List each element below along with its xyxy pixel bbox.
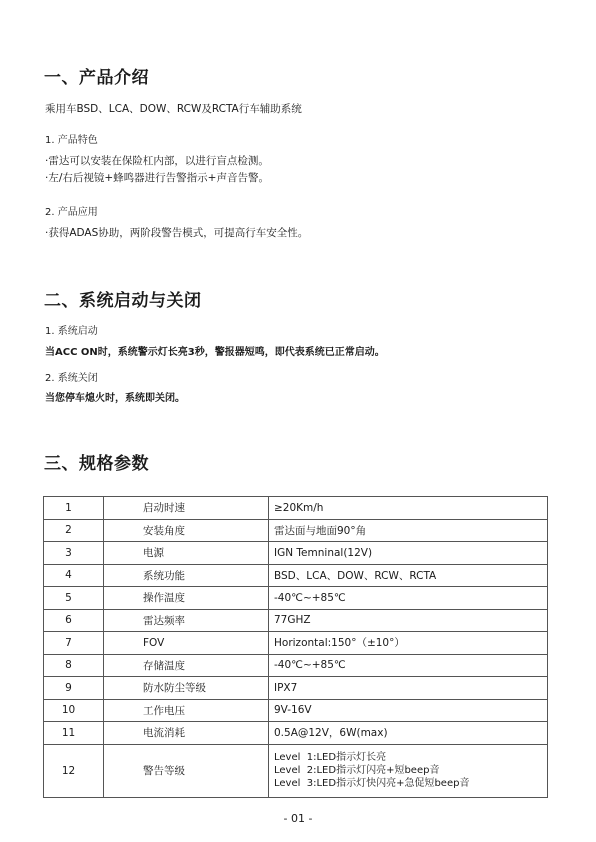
param-name: 警告等级 xyxy=(104,744,269,797)
param-value: ≥20Km/h xyxy=(269,497,548,520)
param-name: 电流消耗 xyxy=(104,722,269,745)
param-value: 9V-16V xyxy=(269,699,548,722)
row-number: 8 xyxy=(44,654,104,677)
table-row xyxy=(44,677,548,700)
param-name: 系统功能 xyxy=(104,564,269,587)
param-value: IGN Temninal(12V) xyxy=(269,542,548,565)
row-number: 2 xyxy=(44,519,104,542)
param-name: 工作电压 xyxy=(104,699,269,722)
table-row xyxy=(44,519,548,542)
close-heading: 2. 系统关闭 xyxy=(45,373,98,384)
row-number: 9 xyxy=(44,677,104,700)
table-row xyxy=(44,722,548,745)
section-title-start-stop: 二、系统启动与关闭 xyxy=(44,291,202,311)
row-number: 10 xyxy=(44,699,104,722)
table-row xyxy=(44,497,548,520)
row-number: 11 xyxy=(44,722,104,745)
param-name: 电源 xyxy=(104,542,269,565)
row-number: 7 xyxy=(44,632,104,655)
param-value: 雷达面与地面90°角 xyxy=(269,519,548,542)
table-row xyxy=(44,632,548,655)
param-name: 雷达频率 xyxy=(104,609,269,632)
param-value: 77GHZ xyxy=(269,609,548,632)
application-item: ·获得ADAS协助，两阶段警告模式，可提高行车安全性。 xyxy=(45,227,309,239)
application-heading: 2. 产品应用 xyxy=(45,207,98,218)
param-value: Horizontal:150°（±10°） xyxy=(269,632,548,655)
page-number: - 01 - xyxy=(283,812,313,825)
row-number: 3 xyxy=(44,542,104,565)
param-name: FOV xyxy=(104,632,269,655)
start-heading: 1. 系统启动 xyxy=(45,326,98,337)
param-name: 存储温度 xyxy=(104,654,269,677)
section-title-specifications: 三、规格参数 xyxy=(44,454,149,474)
param-value: -40℃~+85℃ xyxy=(269,654,548,677)
row-number: 4 xyxy=(44,564,104,587)
feature-item: ·左/右后视镜+蜂鸣器进行告警指示+声音告警。 xyxy=(45,172,269,184)
param-name: 操作温度 xyxy=(104,587,269,610)
row-number: 1 xyxy=(44,497,104,520)
features-heading: 1. 产品特色 xyxy=(45,135,98,146)
row-number: 12 xyxy=(44,744,104,797)
param-value-levels xyxy=(269,744,548,797)
table-row xyxy=(44,744,548,797)
row-number: 6 xyxy=(44,609,104,632)
param-value: 0.5A@12V，6W(max) xyxy=(269,722,548,745)
table-row xyxy=(44,587,548,610)
warning-level: Level 1:LED指示灯长亮 xyxy=(274,752,387,763)
start-text: 当ACC ON时，系统警示灯长亮3秒，警报器短鸣，即代表系统已正常启动。 xyxy=(45,347,385,358)
row-number: 5 xyxy=(44,587,104,610)
spec-table xyxy=(43,496,548,798)
table-row xyxy=(44,699,548,722)
param-value: BSD、LCA、DOW、RCW、RCTA xyxy=(269,564,548,587)
section-title-product-intro: 一、产品介绍 xyxy=(44,68,149,88)
param-value: IPX7 xyxy=(269,677,548,700)
table-row xyxy=(44,542,548,565)
table-row xyxy=(44,654,548,677)
param-name: 启动时速 xyxy=(104,497,269,520)
param-name: 防水防尘等级 xyxy=(104,677,269,700)
close-text: 当您停车熄火时，系统即关闭。 xyxy=(45,393,185,404)
warning-level: Level 3:LED指示灯快闪亮+急促短beep音 xyxy=(274,778,470,789)
feature-item: ·雷达可以安装在保险杠内部，以进行盲点检测。 xyxy=(45,155,269,167)
table-row xyxy=(44,564,548,587)
warning-level: Level 2:LED指示灯闪亮+短beep音 xyxy=(274,765,440,776)
table-row xyxy=(44,609,548,632)
product-subtitle: 乘用车BSD、LCA、DOW、RCW及RCTA行车辅助系统 xyxy=(45,103,302,115)
param-value: -40℃~+85℃ xyxy=(269,587,548,610)
param-name: 安装角度 xyxy=(104,519,269,542)
